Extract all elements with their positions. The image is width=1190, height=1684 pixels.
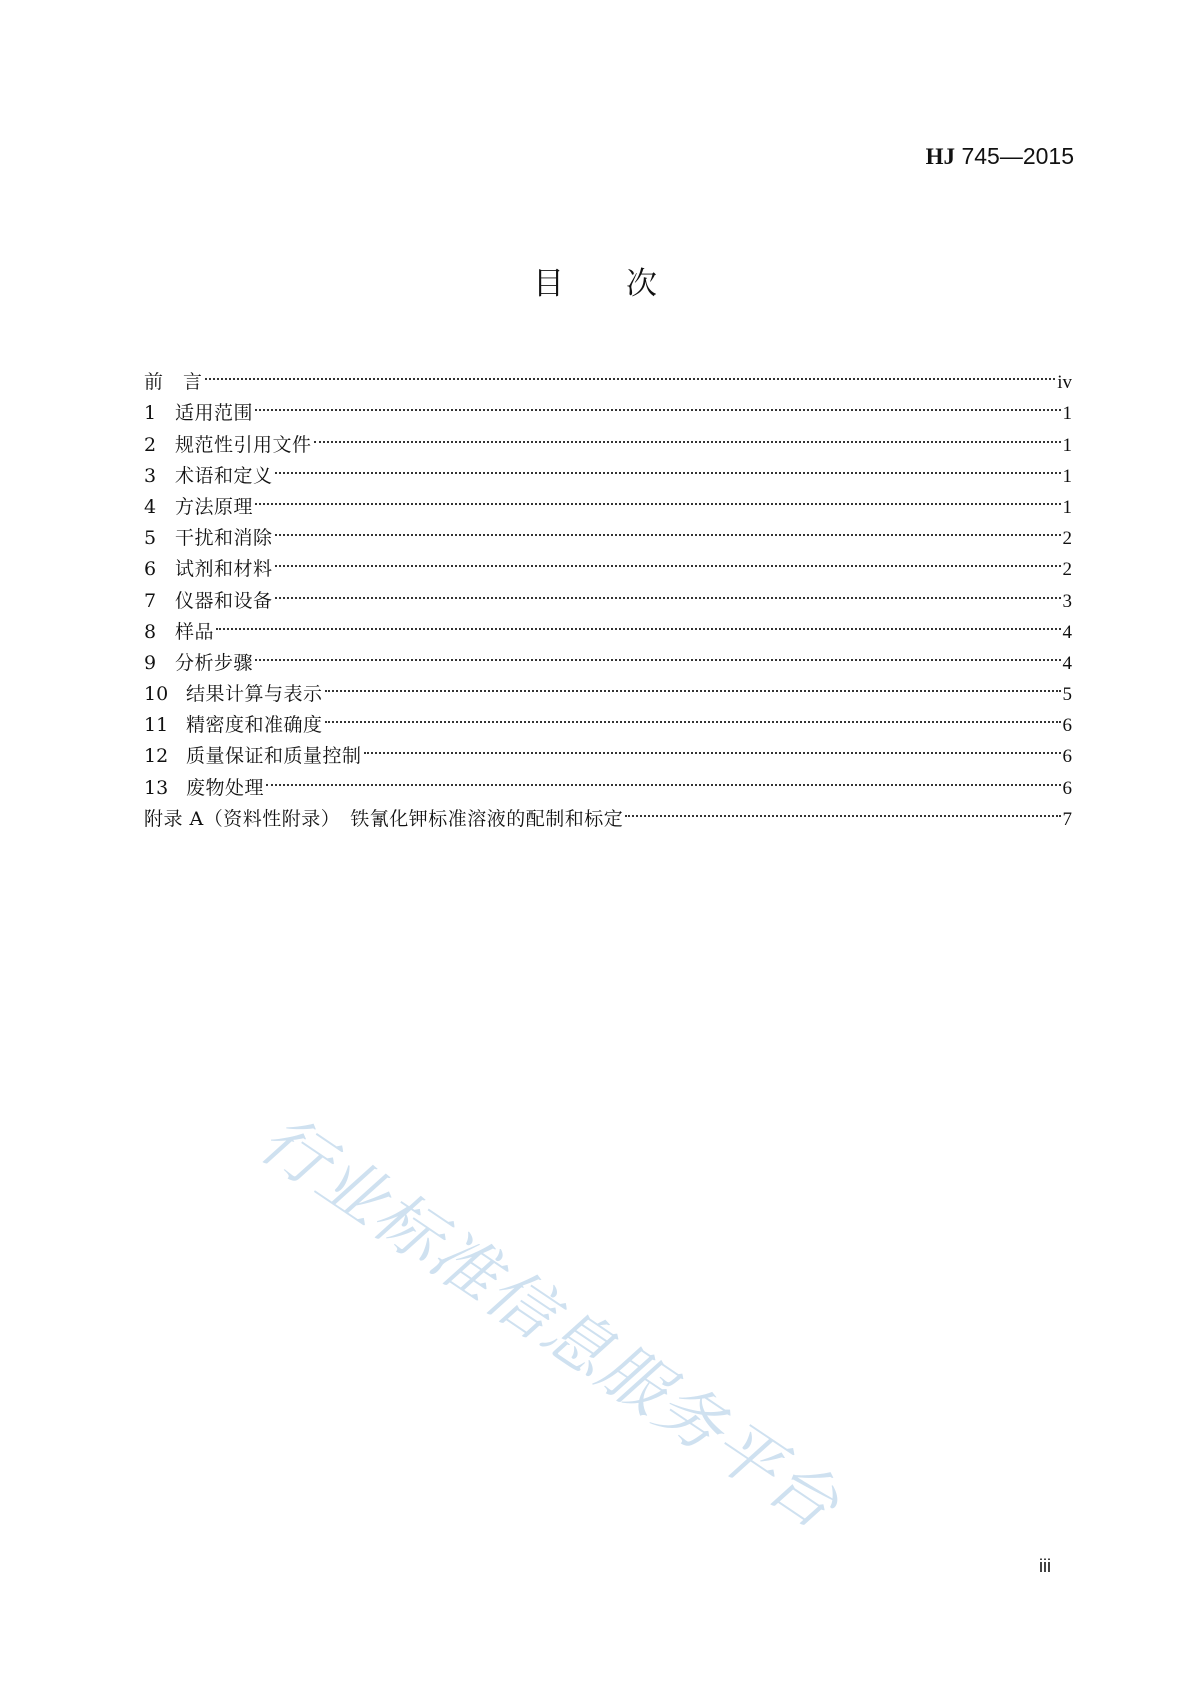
toc-entry-page: 1 (1062, 434, 1072, 456)
toc-entry-13[interactable] (144, 762, 1072, 799)
page-title (0, 258, 1190, 303)
toc-entry-10[interactable] (144, 669, 1072, 706)
toc-entry-4[interactable] (144, 482, 1072, 518)
toc-leader-dots (275, 513, 1061, 544)
table-of-contents (144, 357, 1072, 830)
toc-entry-number: 13 (144, 776, 169, 799)
toc-entry-label: 适用范围 (175, 402, 254, 425)
toc-entry-number: 10 (144, 683, 169, 706)
toc-entry-label: 结果计算与表示 (186, 683, 323, 706)
toc-leader-dots (364, 731, 1061, 762)
toc-entry-number: 3 (144, 464, 157, 487)
toc-entry-number: 8 (144, 620, 157, 643)
toc-entry-label: 试剂和材料 (175, 558, 273, 581)
toc-entry-page: 1 (1062, 403, 1072, 425)
toc-entry-number: 12 (144, 745, 169, 768)
toc-entry-label: 分析步骤 (175, 651, 254, 674)
toc-leader-dots (266, 762, 1060, 793)
toc-entry-label: 规范性引用文件 (175, 433, 312, 456)
page-number: iii (1039, 1556, 1051, 1576)
toc-entry-7[interactable] (144, 575, 1072, 612)
toc-leader-dots (275, 451, 1061, 482)
toc-entry-label: 精密度和准确度 (186, 714, 323, 737)
toc-entry-number: 11 (144, 714, 169, 737)
toc-entry-page: 1 (1062, 465, 1072, 487)
toc-entry-page: 6 (1062, 746, 1072, 768)
page-title-left: 目 (533, 266, 564, 302)
toc-entry-label: 术语和定义 (175, 464, 273, 487)
toc-entry-label: 干扰和消除 (175, 527, 273, 550)
toc-entry-1[interactable] (144, 388, 1072, 425)
toc-leader-dots (205, 357, 1056, 388)
toc-entry-9[interactable] (144, 638, 1072, 674)
watermark: 行业标准信息服务平台 (246, 1100, 854, 1545)
toc-entry-2[interactable] (144, 419, 1072, 456)
toc-entry-page: 1 (1062, 496, 1072, 518)
toc-entry-number: 4 (144, 495, 157, 518)
toc-entry-foreword[interactable] (144, 357, 1072, 394)
toc-entry-label: 前 言 (144, 371, 203, 394)
page-title-right: 次 (626, 266, 657, 302)
toc-entry-number: 5 (144, 527, 157, 550)
toc-entry-page: 6 (1062, 777, 1072, 799)
toc-entry-page: 4 (1062, 652, 1072, 674)
toc-leader-dots (325, 669, 1061, 700)
toc-leader-dots (625, 794, 1060, 825)
toc-entry-appendix-a[interactable] (144, 794, 1072, 830)
toc-entry-page: 3 (1062, 590, 1072, 612)
toc-entry-8[interactable] (144, 607, 1072, 643)
toc-leader-dots (255, 482, 1060, 513)
standard-code (926, 143, 1074, 170)
toc-entry-label: 方法原理 (175, 495, 254, 518)
toc-entry-number: 1 (144, 402, 157, 425)
standard-number: 745—2015 (955, 143, 1074, 169)
toc-entry-page: 4 (1062, 621, 1072, 643)
toc-leader-dots (275, 575, 1061, 606)
toc-entry-page: 2 (1062, 528, 1072, 550)
toc-entry-number: 2 (144, 433, 157, 456)
toc-leader-dots (255, 638, 1060, 669)
toc-entry-page: iv (1057, 372, 1072, 394)
toc-entry-number: 9 (144, 651, 157, 674)
toc-entry-label: 质量保证和质量控制 (186, 745, 362, 768)
toc-entry-6[interactable] (144, 544, 1072, 581)
toc-entry-page: 7 (1062, 808, 1072, 830)
toc-entry-label: 样品 (175, 620, 215, 643)
toc-entry-label: 仪器和设备 (175, 589, 273, 612)
toc-entry-page: 5 (1062, 684, 1072, 706)
toc-entry-3[interactable] (144, 451, 1072, 487)
toc-leader-dots (325, 700, 1061, 731)
toc-entry-label: 废物处理 (186, 776, 265, 799)
toc-entry-number: 6 (144, 558, 157, 581)
toc-entry-label: 附录 A（资料性附录） 铁氰化钾标准溶液的配制和标定 (144, 807, 624, 830)
toc-leader-dots (314, 419, 1061, 450)
toc-leader-dots (255, 388, 1060, 419)
toc-leader-dots (275, 544, 1061, 575)
standard-prefix: HJ (925, 144, 956, 169)
toc-entry-5[interactable] (144, 513, 1072, 550)
toc-leader-dots (216, 607, 1060, 638)
toc-entry-page: 6 (1062, 715, 1072, 737)
toc-entry-page: 2 (1062, 559, 1072, 581)
toc-entry-number: 7 (144, 589, 157, 612)
